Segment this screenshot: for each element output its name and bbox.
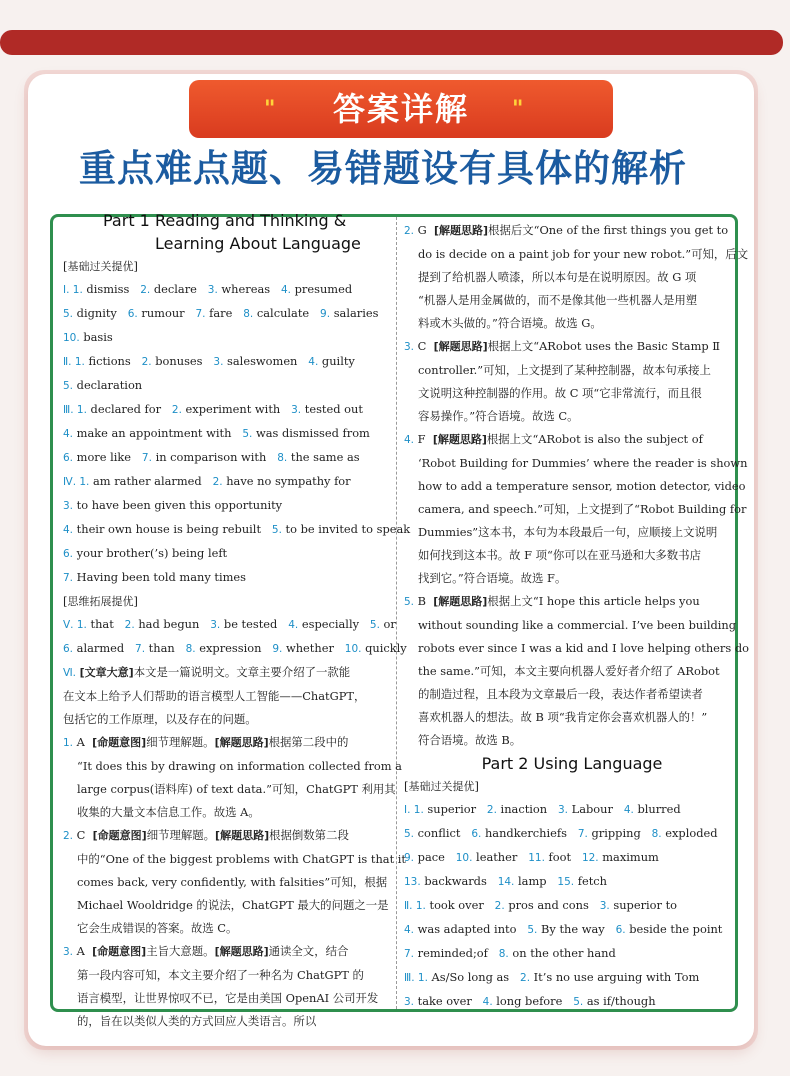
solution-tag: [解题思路] bbox=[215, 829, 270, 842]
item-number: 6. bbox=[63, 452, 74, 464]
answer-row bbox=[63, 422, 399, 446]
item-number: 5. bbox=[573, 996, 584, 1008]
item-answer: lamp bbox=[514, 874, 547, 888]
explanation-line: how to add a temperature sensor, motion detector, video bbox=[418, 479, 746, 493]
solution-text: 根据上文“ARobot uses the Basic Stamp Ⅱ bbox=[487, 339, 721, 353]
item-answer: more like bbox=[73, 450, 132, 464]
item-answer: pace bbox=[414, 850, 445, 864]
part1-title-line1: Part 1 Reading and Thinking & bbox=[103, 211, 347, 230]
explanation-line: Michael Wooldridge 的说法，ChatGPT 最大的问题之一是 bbox=[77, 898, 389, 912]
item-answer: dismiss bbox=[82, 282, 130, 296]
question-answer: A bbox=[76, 735, 85, 749]
explanation-line: the same.”可知，本文主要向机器人爱好者介绍了 ARobot bbox=[418, 664, 720, 678]
item-number: 10. bbox=[63, 332, 80, 344]
explanation-line: 找到它。”符合语境。故选 F。 bbox=[418, 571, 567, 585]
item-number: Ⅰ. 1. bbox=[63, 284, 83, 296]
item-answer: conflict bbox=[414, 826, 461, 840]
right-column bbox=[404, 217, 749, 1009]
item-number: 3. bbox=[404, 996, 415, 1008]
item-number: 7. bbox=[577, 828, 588, 840]
part1-title-line2: Learning About Language bbox=[155, 234, 361, 253]
question-answer: G bbox=[417, 223, 427, 237]
explanation-line: 料或木头做的。”符合语境。故选 G。 bbox=[418, 316, 602, 330]
explanation-line: without sounding like a commercial. I’ve been building bbox=[418, 618, 737, 632]
section-basic-label: 基础过关提优 bbox=[67, 260, 134, 273]
item-number: 4. bbox=[482, 996, 493, 1008]
item-number: 7. bbox=[195, 308, 206, 320]
item-answer: than bbox=[145, 641, 175, 655]
answer-row bbox=[404, 918, 740, 942]
item-answer: fictions bbox=[84, 354, 131, 368]
question-number: 1. bbox=[63, 737, 74, 749]
item-answer: experiment with bbox=[181, 402, 281, 416]
item-answer: took over bbox=[425, 898, 484, 912]
answer-row bbox=[404, 870, 740, 894]
question-2-line bbox=[63, 824, 399, 848]
answer-row bbox=[404, 990, 740, 1014]
item-answer: alarmed bbox=[73, 641, 125, 655]
item-number: 3. bbox=[63, 500, 74, 512]
question-g3-line bbox=[404, 335, 740, 359]
explanation-line: 语言模型，让世界惊叹不已，它是由美国 OpenAI 公司开发 bbox=[77, 991, 379, 1005]
item-number: Ⅲ. 1. bbox=[63, 404, 87, 416]
answer-row bbox=[63, 302, 399, 326]
item-answer: Labour bbox=[568, 802, 613, 816]
item-answer: declare bbox=[150, 282, 197, 296]
explanation-line: 的，旨在以类似人类的方式回应人类语言。所以 bbox=[77, 1014, 317, 1028]
explanation-line: 提到了给机器人喷漆，所以本句是在说明原因。故 G 项 bbox=[418, 270, 697, 284]
question-number: 2. bbox=[63, 830, 74, 842]
item-answer: declared for bbox=[86, 402, 162, 416]
item-number: 6. bbox=[471, 828, 482, 840]
item-number: 5. bbox=[271, 524, 282, 536]
item-number: 9. bbox=[272, 643, 283, 655]
answer-row bbox=[63, 446, 399, 470]
answer-row bbox=[63, 398, 399, 422]
explanation-line: 如何找到这本书。故 F 项“你可以在亚马逊和大多数书店 bbox=[418, 548, 701, 562]
item-answer: have no sympathy for bbox=[222, 474, 351, 488]
item-answer: presumed bbox=[291, 282, 353, 296]
question-answer: B bbox=[417, 594, 427, 608]
item-answer: fetch bbox=[574, 874, 607, 888]
item-number: 5. bbox=[242, 428, 253, 440]
item-answer: foot bbox=[544, 850, 572, 864]
item-number: 2. bbox=[494, 900, 505, 912]
item-number: 4. bbox=[404, 924, 415, 936]
quote-mark-left-icon: " bbox=[264, 97, 278, 122]
answer-row bbox=[63, 494, 399, 518]
intent-tag: [命题意图] bbox=[92, 945, 147, 958]
answer-row bbox=[63, 278, 399, 302]
explanation-line: 喜欢机器人的想法。故 B 项“我肯定你会喜欢机器人的！” bbox=[418, 710, 708, 724]
item-answer: or bbox=[379, 617, 396, 631]
page-subtitle: 重点难点题、易错题设有具体的解析 bbox=[79, 147, 687, 190]
item-answer: saleswomen bbox=[223, 354, 298, 368]
item-answer: their own house is being rebuilt bbox=[73, 522, 262, 536]
item-number: Ⅰ. 1. bbox=[404, 804, 424, 816]
item-answer: handkerchiefs bbox=[481, 826, 567, 840]
item-number: 6. bbox=[63, 643, 74, 655]
item-answer: As/So long as bbox=[427, 970, 510, 984]
item-answer: fare bbox=[205, 306, 233, 320]
item-answer: By the way bbox=[537, 922, 605, 936]
item-number: 4. bbox=[623, 804, 634, 816]
item-number: 5. bbox=[63, 308, 74, 320]
answer-row bbox=[404, 846, 740, 870]
answer-row bbox=[63, 470, 399, 494]
solution-tag: [解题思路] bbox=[432, 433, 487, 446]
item-answer: rumour bbox=[137, 306, 185, 320]
item-number: 11. bbox=[528, 852, 545, 864]
item-answer: basis bbox=[79, 330, 113, 344]
item-answer: to be invited to speak bbox=[281, 522, 411, 536]
explanation-line: 中的“One of the biggest problems with ChatGPT is that it bbox=[77, 852, 407, 866]
answer-row bbox=[404, 966, 740, 990]
banner-title: 答案详解 bbox=[189, 80, 613, 138]
item-answer: beside the point bbox=[625, 922, 723, 936]
item-answer: gripping bbox=[587, 826, 641, 840]
solution-text: 根据后文“One of the first things you get to bbox=[488, 223, 729, 237]
item-number: 3. bbox=[558, 804, 569, 816]
section-heading: [基础过关提优] bbox=[63, 259, 138, 273]
item-answer: blurred bbox=[633, 802, 681, 816]
explanation-line: do is decide on a paint job for your new robot.”可知，后文 bbox=[418, 247, 749, 261]
item-number: 4. bbox=[288, 619, 299, 631]
item-answer: expression bbox=[195, 641, 262, 655]
explanation-line: large corpus(语料库) of text data.”可知，ChatGPT 利用其 bbox=[77, 782, 396, 796]
item-number: 10. bbox=[455, 852, 473, 864]
item-number: 2. bbox=[171, 404, 182, 416]
explanation-line: 的制造过程，且本段为文章最后一段，表达作者希望读者 bbox=[418, 687, 703, 701]
solution-text: 根据倒数第二段 bbox=[269, 828, 349, 842]
solution-tag: [解题思路] bbox=[214, 736, 269, 749]
question-number: 3. bbox=[404, 341, 415, 353]
answer-row bbox=[63, 518, 411, 542]
solution-text: 根据上文“I hope this article helps you bbox=[487, 594, 700, 608]
section-extend-label: 思维拓展提优 bbox=[67, 595, 134, 608]
item-number: Ⅲ. 1. bbox=[404, 972, 428, 984]
explanation-line: controller.”可知，上文提到了某种控制器，故本句承接上 bbox=[418, 363, 711, 377]
item-answer: maximum bbox=[598, 850, 659, 864]
item-number: 8. bbox=[651, 828, 662, 840]
explanation-line: 第一段内容可知，本文主要介绍了一种名为 ChatGPT 的 bbox=[77, 968, 364, 982]
item-number: 2. bbox=[520, 972, 531, 984]
answer-row bbox=[404, 942, 740, 966]
item-number: Ⅳ. 1. bbox=[63, 476, 90, 488]
question-number: 5. bbox=[404, 596, 415, 608]
summary-line: 包括它的工作原理，以及存在的问题。 bbox=[63, 712, 257, 726]
item-answer: backwards bbox=[420, 874, 487, 888]
item-answer: bonuses bbox=[151, 354, 203, 368]
item-answer: in comparison with bbox=[151, 450, 267, 464]
explanation-line: robots ever since I was a kid and I love helping others do bbox=[418, 641, 749, 655]
item-number: Ⅱ. 1. bbox=[404, 900, 426, 912]
explanation-line: 符合语境。故选 B。 bbox=[418, 733, 522, 747]
answer-row bbox=[404, 798, 740, 822]
intent-tag: [命题意图] bbox=[92, 736, 147, 749]
solution-tag: [解题思路] bbox=[433, 340, 488, 353]
item-answer: take over bbox=[414, 994, 472, 1008]
item-number: 2. bbox=[141, 356, 152, 368]
intent-tag: [命题意图] bbox=[92, 829, 147, 842]
answer-row bbox=[404, 822, 740, 846]
item-number: 3. bbox=[291, 404, 302, 416]
solution-tag: [解题思路] bbox=[214, 945, 269, 958]
item-number: 8. bbox=[498, 948, 509, 960]
item-number: 4. bbox=[63, 428, 74, 440]
answer-frame bbox=[50, 211, 749, 1028]
item-number: 4. bbox=[280, 284, 291, 296]
solution-text: 通读全文，结合 bbox=[268, 944, 349, 958]
item-number: 7. bbox=[404, 948, 415, 960]
item-number: 5. bbox=[404, 828, 415, 840]
explanation-line: 收集的大量文本信息工作。故选 A。 bbox=[77, 805, 260, 819]
item-answer: declaration bbox=[73, 378, 143, 392]
item-number: 6. bbox=[63, 548, 74, 560]
item-answer: whereas bbox=[217, 282, 271, 296]
answer-row bbox=[63, 350, 399, 374]
question-answer: C bbox=[76, 828, 86, 842]
question-number: 4. bbox=[404, 434, 415, 446]
item-answer: your brother(’s) being left bbox=[73, 546, 228, 560]
solution-tag: [解题思路] bbox=[434, 224, 489, 237]
left-column bbox=[63, 211, 411, 1028]
part2-title: Part 2 Using Language bbox=[481, 754, 663, 773]
item-answer: pros and cons bbox=[504, 898, 589, 912]
section-basic-label: 基础过关提优 bbox=[408, 780, 475, 793]
passage-summary-line bbox=[63, 661, 399, 685]
item-answer: reminded;of bbox=[414, 946, 488, 960]
answer-row bbox=[63, 637, 407, 661]
answer-row bbox=[63, 374, 399, 398]
question-answer: C bbox=[417, 339, 427, 353]
item-number: 12. bbox=[581, 852, 599, 864]
explanation-line: ‘Robot Building for Dummies’ where the reader is shown bbox=[418, 456, 748, 470]
summary-tag: [文章大意] bbox=[79, 666, 134, 679]
item-answer: to have been given this opportunity bbox=[73, 498, 283, 512]
explanation-line: Dummies”这本书，本句为本段最后一句，应顺接上文说明 bbox=[418, 525, 718, 539]
intent-text: 细节理解题。 bbox=[146, 735, 215, 749]
item-number: 3. bbox=[210, 619, 221, 631]
question-3-line bbox=[63, 940, 399, 964]
section-heading: [思维拓展提优] bbox=[63, 594, 138, 608]
item-number: 3. bbox=[207, 284, 218, 296]
item-answer: am rather alarmed bbox=[89, 474, 202, 488]
explanation-line: 容易操作。”符合语境。故选 C。 bbox=[418, 409, 579, 423]
item-answer: guilty bbox=[318, 354, 355, 368]
question-g4-line bbox=[404, 428, 740, 452]
summary-line: 在文本上给予人们帮助的语言模型人工智能——ChatGPT， bbox=[63, 689, 366, 703]
answer-row bbox=[404, 894, 740, 918]
item-number: 8. bbox=[243, 308, 254, 320]
item-number: 10. bbox=[344, 643, 362, 655]
item-number: 2. bbox=[140, 284, 151, 296]
question-number: 2. bbox=[404, 225, 415, 237]
question-answer: A bbox=[76, 944, 85, 958]
solution-text: 根据上文“ARobot is also the subject of bbox=[486, 432, 703, 446]
item-number: 2. bbox=[212, 476, 223, 488]
item-number: 7. bbox=[141, 452, 152, 464]
item-number: 8. bbox=[185, 643, 196, 655]
item-number: 13. bbox=[404, 876, 421, 888]
item-answer: superior to bbox=[609, 898, 678, 912]
item-number: 14. bbox=[497, 876, 515, 888]
solution-tag: [解题思路] bbox=[433, 595, 488, 608]
item-answer: make an appointment with bbox=[73, 426, 232, 440]
solution-text: 根据第二段中的 bbox=[268, 735, 349, 749]
item-answer: as if/though bbox=[583, 994, 656, 1008]
item-answer: dignity bbox=[73, 306, 117, 320]
item-answer: inaction bbox=[496, 802, 548, 816]
item-answer: It’s no use arguing with Tom bbox=[530, 970, 700, 984]
quote-mark-right-icon: " bbox=[512, 97, 526, 122]
item-number: 9. bbox=[320, 308, 331, 320]
explanation-line: camera, and speech.”可知，上文提到了“Robot Building for bbox=[418, 502, 747, 516]
item-answer: on the other hand bbox=[508, 946, 616, 960]
item-answer: be tested bbox=[220, 617, 278, 631]
item-number: 7. bbox=[135, 643, 146, 655]
item-answer: calculate bbox=[253, 306, 310, 320]
answer-row bbox=[63, 542, 399, 566]
item-number: Ⅵ. bbox=[63, 667, 77, 679]
explanation-line: “机器人是用金属做的，而不是像其他一些机器人是用塑 bbox=[418, 293, 698, 307]
section-heading: [基础过关提优] bbox=[404, 779, 479, 793]
item-number: 5. bbox=[527, 924, 538, 936]
item-number: Ⅱ. 1. bbox=[63, 356, 85, 368]
question-g5-line bbox=[404, 590, 740, 614]
item-answer: superior bbox=[423, 802, 477, 816]
answer-row bbox=[63, 613, 399, 637]
item-number: 7. bbox=[63, 572, 74, 584]
item-number: 6. bbox=[615, 924, 626, 936]
item-number: 15. bbox=[557, 876, 575, 888]
item-number: 6. bbox=[127, 308, 138, 320]
explanation-line: 文说明这种控制器的作用。故 C 项“它非常流行，而且很 bbox=[418, 386, 702, 400]
item-answer: the same as bbox=[287, 450, 360, 464]
intent-text: 主旨大意题。 bbox=[146, 944, 215, 958]
item-answer: Having been told many times bbox=[73, 570, 247, 584]
item-answer: had begun bbox=[134, 617, 200, 631]
item-number: 2. bbox=[486, 804, 497, 816]
question-g2-line bbox=[404, 219, 740, 243]
item-number: 5. bbox=[63, 380, 74, 392]
item-answer: quickly bbox=[361, 641, 407, 655]
intent-text: 细节理解题。 bbox=[146, 828, 216, 842]
item-number: 9. bbox=[404, 852, 415, 864]
item-answer: exploded bbox=[661, 826, 718, 840]
item-number: 8. bbox=[277, 452, 288, 464]
item-answer: that bbox=[86, 617, 114, 631]
summary-text: 本文是一篇说明文。文章主要介绍了一款能 bbox=[133, 665, 351, 679]
explanation-line: “It does this by drawing on information collected from a bbox=[77, 759, 402, 773]
item-answer: whether bbox=[282, 641, 334, 655]
explanation-line: 它会生成错误的答案。故选 C。 bbox=[77, 921, 238, 935]
question-1-line bbox=[63, 731, 399, 755]
item-answer: was dismissed from bbox=[252, 426, 370, 440]
item-number: 5. bbox=[369, 619, 380, 631]
item-answer: salaries bbox=[330, 306, 379, 320]
explanation-line: comes back, very confidently, with falsities”可知，根据 bbox=[77, 875, 388, 889]
item-number: 4. bbox=[63, 524, 74, 536]
question-number: 3. bbox=[63, 946, 74, 958]
item-number: 3. bbox=[213, 356, 224, 368]
item-answer: was adapted into bbox=[414, 922, 517, 936]
item-number: Ⅴ. 1. bbox=[63, 619, 87, 631]
item-number: 4. bbox=[308, 356, 319, 368]
item-answer: especially bbox=[298, 617, 360, 631]
top-red-bar bbox=[0, 30, 783, 55]
item-answer: long before bbox=[492, 994, 563, 1008]
item-number: 2. bbox=[124, 619, 135, 631]
answer-row bbox=[63, 566, 399, 590]
item-answer: tested out bbox=[301, 402, 363, 416]
item-number: 3. bbox=[599, 900, 610, 912]
question-answer: F bbox=[417, 432, 426, 446]
item-answer: leather bbox=[472, 850, 518, 864]
answer-row bbox=[63, 326, 399, 350]
